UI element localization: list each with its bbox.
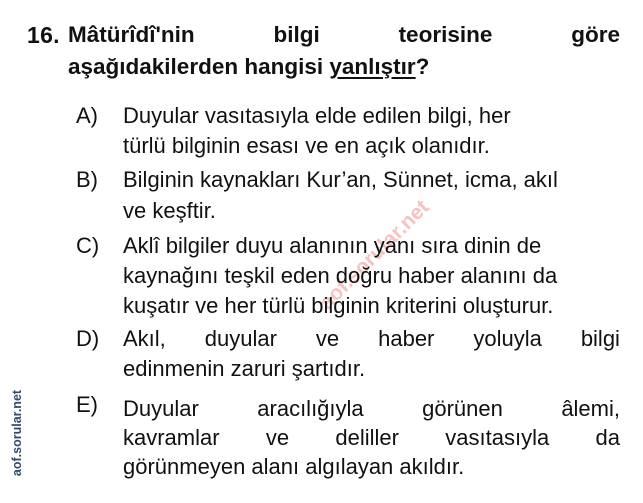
option-e-line-1 [123, 396, 620, 422]
side-watermark: aof.sorular.net [10, 389, 24, 477]
option-b-line-1: Bilginin kaynakları Kur’an, Sünnet, icma, akıl [123, 167, 558, 192]
stem-word: Mâtürîdî'nin [68, 22, 195, 47]
option-a-line-2: türlü bilginin esası ve en açık olanıdır. [123, 133, 490, 158]
option-d-letter: D) [76, 326, 100, 351]
question-number: 16. [27, 22, 60, 48]
option-e-word: görünen [422, 396, 503, 421]
option-b-line-2: ve keşftir. [123, 198, 216, 223]
option-d-word: ve [315, 326, 340, 351]
option-e-word: âlemi, [561, 396, 620, 421]
option-c-letter: C) [76, 233, 100, 258]
option-e-word: kavramlar [123, 425, 220, 450]
option-e-word: Duyular [123, 396, 199, 421]
option-a-line-1 [123, 103, 620, 129]
option-b-letter: B) [76, 167, 98, 192]
stem-word: bilgi [273, 22, 320, 47]
option-e-line-3: görünmeyen alanı algılayan akıldır. [123, 454, 465, 479]
option-d-word: duyular [204, 326, 277, 351]
stem-word: göre [571, 22, 620, 47]
option-c-line-3: kuşatır ve her türlü bilginin kriterini oluşturur. [123, 293, 554, 318]
stem-emphasis: yanlıştır [329, 54, 416, 79]
stem-word: teorisine [398, 22, 493, 47]
option-d-word: haber [378, 326, 435, 351]
option-a-letter: A) [76, 103, 98, 128]
option-d-word: Akıl, [123, 326, 166, 351]
option-a-text: Duyular vasıtasıyla elde edilen bilgi, her [123, 103, 511, 128]
option-e-word: vasıtasıyla [445, 425, 550, 450]
stem-text: aşağıdakilerden hangisi [68, 54, 330, 79]
question-stem-line-1 [68, 22, 620, 48]
option-d-line-1 [123, 326, 620, 352]
option-d-word: bilgi [580, 326, 620, 351]
option-e-word: aracılığıyla [257, 396, 364, 421]
option-e-word: ve [265, 425, 290, 450]
question-stem-line-2 [68, 54, 429, 80]
option-e-word: da [595, 425, 620, 450]
option-e-word: deliller [335, 425, 399, 450]
option-c-line-1: Aklî bilgiler duyu alanının yanı sıra dinin de [123, 233, 542, 258]
diagonal-watermark: aof.sorular.net [315, 195, 434, 315]
option-d-word: yoluyla [473, 326, 542, 351]
stem-question-mark: ? [415, 54, 430, 79]
option-c-line-2: kaynağını teşkil eden doğru haber alanını da [123, 263, 558, 288]
option-d-line-2: edinmenin zaruri şartıdır. [123, 356, 366, 381]
option-e-letter: E) [76, 392, 98, 417]
option-e-line-2 [123, 425, 620, 451]
